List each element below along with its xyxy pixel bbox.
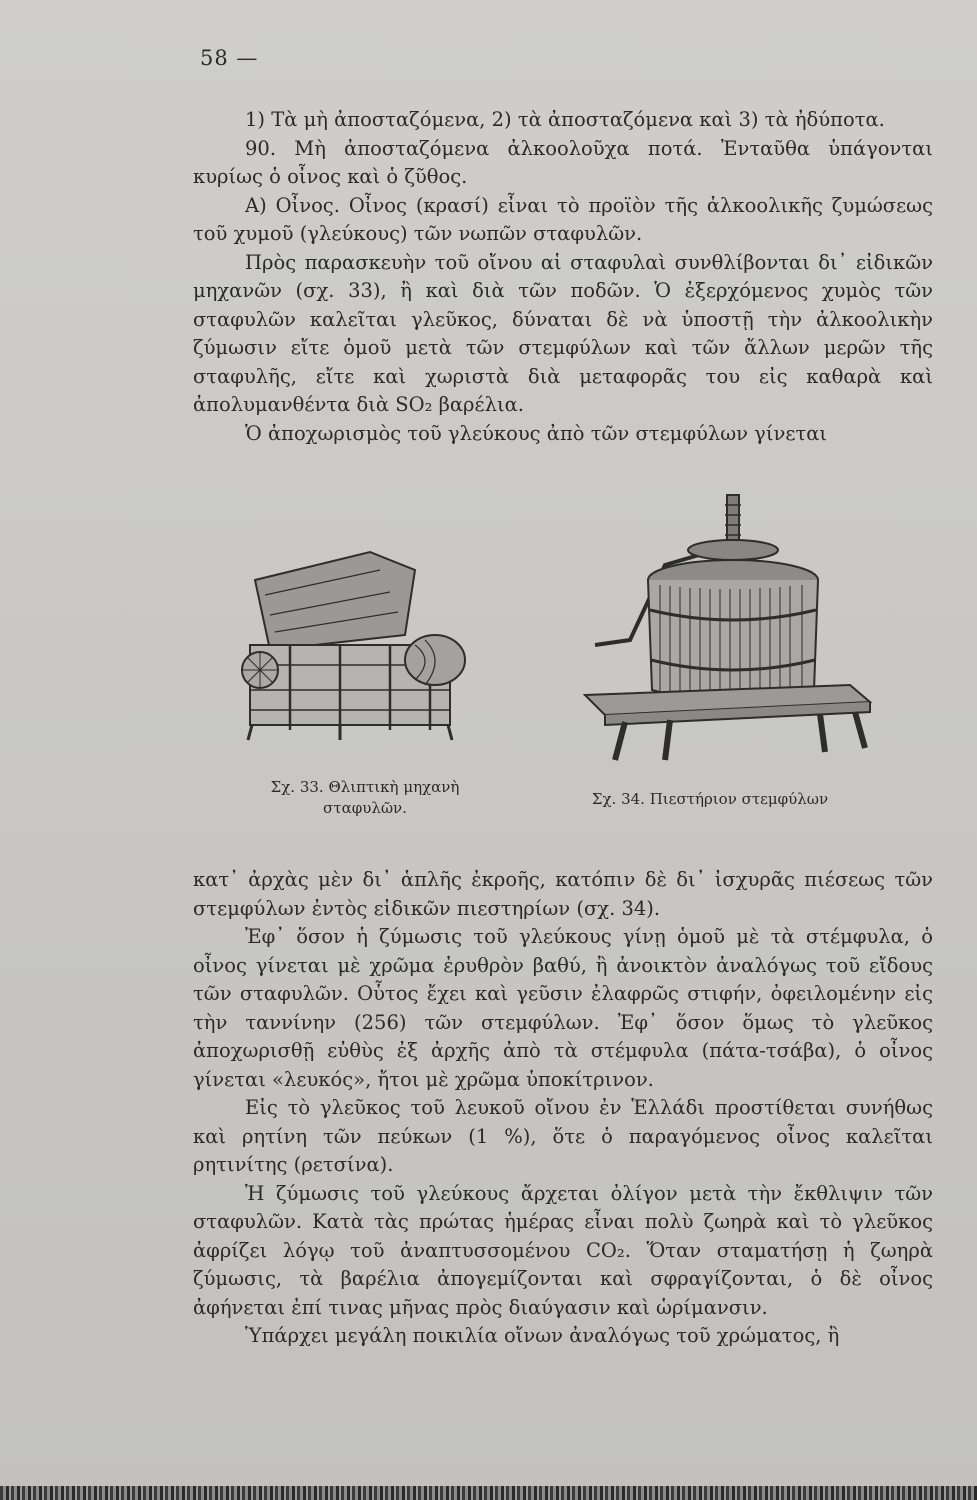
grape-crusher-illustration [230,540,480,750]
paragraph: Ὁ ἀποχωρισμὸς τοῦ γλεύκους ἀπὸ τῶν στεμφύλων γίνεται [245,421,828,445]
paragraph: Α) Οἶνος. Οἶνος (κρασί) εἶναι τὸ προϊὸν τῆς ἀλκοολικῆς ζυμώσεως τοῦ χυμοῦ (γλεύκους) τῶν νωπῶν σταφυλῶν. [193,193,933,245]
wine-press-illustration [570,490,890,770]
paragraph: Εἰς τὸ γλεῦκος τοῦ λευκοῦ οἴνου ἐν Ἑλλάδι προστίθεται συνήθως καὶ ρητίνη τῶν πεύκων (1 %), ὅτε ὁ παραγόμενος οἶνος καλεῖται ρητινίτης (ρετσίνα). [193,1096,933,1176]
scan-edge-strip [0,1486,977,1500]
figure-33-caption: Σχ. 33. Θλιπτικὴ μηχανὴ σταφυλῶν. [270,778,460,817]
paragraph: 90. Μὴ ἀποσταζόμενα ἀλκοολοῦχα ποτά. Ἐνταῦθα ὑπάγονται κυρίως ὁ οἶνος καὶ ὁ ζῦθος. [193,136,933,188]
paragraph: κατ᾽ ἀρχὰς μὲν δι᾽ ἁπλῆς ἐκροῆς, κατόπιν δὲ δι᾽ ἰσχυρᾶς πιέσεως τῶν στεμφύλων ἐντὸς εἰδικῶν πιεστηρίων (σχ. 34). [193,868,933,920]
bottom-text-block [193,866,933,1351]
paragraph: Πρὸς παρασκευὴν τοῦ οἴνου αἱ σταφυλαὶ συνθλίβονται δι᾽ εἰδικῶν μηχανῶν (σχ. 33), ἢ καὶ διὰ τῶν ποδῶν. Ὁ ἐξερχόμενος χυμὸς τῶν σταφυλῶν καλεῖται γλεῦκος, δύναται δὲ νὰ ὑποστῇ τὴν ἀλκοολικὴν ζύμωσιν εἴτε ὁμοῦ μετὰ τῶν στεμφύλων καὶ τῶν ἄλλων μερῶν τῆς σταφυλῆς, εἴτε καὶ χωριστὰ διὰ μεταφορᾶς του εἰς καθαρὰ καὶ ἀπολυμανθέντα διὰ SO₂ βαρέλια. [193,250,933,416]
paragraph: Ἐφ᾽ ὅσον ἡ ζύμωσις τοῦ γλεύκους γίνῃ ὁμοῦ μὲ τὰ στέμφυλα, ὁ οἶνος γίνεται μὲ χρῶμα ἐρυθρὸν βαθύ, ἢ ἀνοικτὸν ἀναλόγως τοῦ εἴδους τῶν σταφυλῶν. Οὗτος ἔχει καὶ γεῦσιν ἐλαφρῶς στιφήν, ὀφειλομένην εἰς τὴν ταννίνην (256) τῶν στεμφύλων. Ἐφ᾽ ὅσον ὅμως τὸ γλεῦκος ἀποχωρισθῇ εὐθὺς ἐξ ἀρχῆς ἀπὸ τὰ στέμφυλα (πάτα-τσάβα), ὁ οἶνος γίνεται «λευκός», ἤτοι μὲ χρῶμα ὑποκίτρινον. [193,925,933,1091]
paragraph: Ἡ ζύμωσις τοῦ γλεύκους ἄρχεται ὀλίγον μετὰ τὴν ἔκθλιψιν τῶν σταφυλῶν. Κατὰ τὰς πρώτας ἡμέρας εἶναι πολὺ ζωηρὰ καὶ τὸ γλεῦκος ἀφρίζει λόγῳ τοῦ ἀναπτυσσομένου CO₂. Ὅταν σταματήσῃ ἡ ζωηρὰ ζύμωσις, τὰ βαρέλια ἀπογεμίζονται καὶ σφραγίζονται, ὁ δὲ οἶνος ἀφήνεται ἐπί τινας μῆνας πρὸς διαύγασιν καὶ ὡρίμανσιν. [193,1181,933,1319]
paragraph: Ὑπάρχει μεγάλη ποικιλία οἴνων ἀναλόγως τοῦ χρώματος, ἢ [245,1324,840,1347]
paragraph: 1) Τὰ μὴ ἀποσταζόμενα, 2) τὰ ἀποσταζόμενα καὶ 3) τὰ ἠδύποτα. [245,108,885,131]
figure-34-caption: Σχ. 34. Πιεστήριον στεμφύλων [591,790,829,808]
page-number: 58 — [200,46,259,70]
top-text-block [193,106,933,448]
